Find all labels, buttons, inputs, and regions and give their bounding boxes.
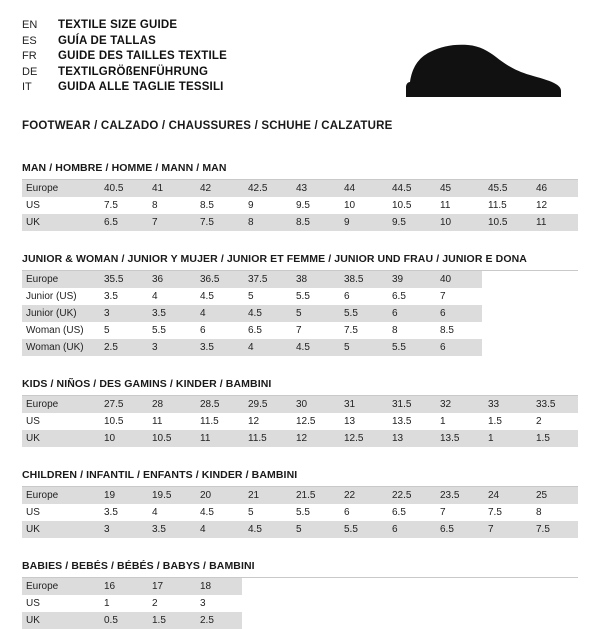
size-cell: 12.5	[338, 430, 386, 447]
size-cell: 43	[290, 180, 338, 197]
size-cell: 2.5	[98, 339, 146, 356]
size-cell: 4.5	[290, 339, 338, 356]
size-cell: 11.5	[194, 413, 242, 430]
size-cell: 42.5	[242, 180, 290, 197]
size-cell: 19.5	[146, 487, 194, 504]
size-cell: 12	[530, 197, 578, 214]
size-cell: 3.5	[146, 305, 194, 322]
language-title: GUIDE DES TAILLES TEXTILE	[58, 50, 227, 63]
size-cell: 5.5	[290, 288, 338, 305]
table-row	[22, 322, 578, 339]
language-row	[22, 65, 227, 81]
language-title: GUÍA DE TALLAS	[58, 34, 156, 47]
table-row	[22, 339, 578, 356]
size-cell: 40	[434, 271, 482, 288]
size-table	[22, 271, 578, 356]
size-cell: 30	[290, 396, 338, 413]
size-cell: 38.5	[338, 271, 386, 288]
table-row	[22, 612, 578, 629]
table-row	[22, 487, 578, 504]
size-cell: 10	[98, 430, 146, 447]
language-title: GUIDA ALLE TAGLIE TESSILI	[58, 81, 224, 94]
section-title: MAN / HOMBRE / HOMME / MANN / MAN	[22, 162, 578, 180]
language-row	[22, 18, 227, 34]
language-code: EN	[22, 19, 38, 31]
size-cell: 21	[242, 487, 290, 504]
size-cell: 1.5	[530, 430, 578, 447]
size-cell: 5	[290, 521, 338, 538]
empty-cell	[530, 595, 578, 612]
empty-cell	[386, 578, 434, 595]
size-table	[22, 180, 578, 231]
table-row	[22, 504, 578, 521]
size-cell: 5	[338, 339, 386, 356]
size-cell: 38	[290, 271, 338, 288]
empty-cell	[530, 339, 578, 356]
size-cell: 7	[146, 214, 194, 231]
row-label: US	[22, 595, 98, 612]
size-cell: 8	[242, 214, 290, 231]
size-cell: 8	[530, 504, 578, 521]
row-label: UK	[22, 521, 98, 538]
size-cell: 3	[194, 595, 242, 612]
size-cell: 9	[242, 197, 290, 214]
size-cell: 27.5	[98, 396, 146, 413]
size-cell: 31	[338, 396, 386, 413]
category-title: FOOTWEAR / CALZADO / CHAUSSURES / SCHUHE / CALZATURE	[22, 120, 393, 132]
size-cell: 2.5	[194, 612, 242, 629]
size-cell: 41	[146, 180, 194, 197]
size-cell: 13	[386, 430, 434, 447]
size-cell: 45	[434, 180, 482, 197]
empty-cell	[338, 595, 386, 612]
size-cell: 5.5	[290, 504, 338, 521]
empty-cell	[338, 578, 386, 595]
row-label: Europe	[22, 271, 98, 288]
size-cell: 5	[242, 288, 290, 305]
size-cell: 42	[194, 180, 242, 197]
size-cell: 11	[146, 413, 194, 430]
size-cell: 4	[146, 288, 194, 305]
empty-cell	[242, 612, 290, 629]
size-cell: 17	[146, 578, 194, 595]
size-cell: 7.5	[98, 197, 146, 214]
row-label: Junior (UK)	[22, 305, 98, 322]
size-cell: 7.5	[530, 521, 578, 538]
language-title: TEXTILE SIZE GUIDE	[58, 19, 178, 31]
size-cell: 12	[242, 413, 290, 430]
table-row	[22, 521, 578, 538]
size-cell: 4.5	[194, 504, 242, 521]
size-cell: 22	[338, 487, 386, 504]
size-cell: 7	[434, 504, 482, 521]
row-label: US	[22, 413, 98, 430]
empty-cell	[482, 578, 530, 595]
size-sections	[22, 162, 578, 629]
size-cell: 1.5	[482, 413, 530, 430]
row-label: Europe	[22, 487, 98, 504]
size-cell: 19	[98, 487, 146, 504]
size-cell: 3.5	[194, 339, 242, 356]
size-cell: 6.5	[386, 288, 434, 305]
empty-cell	[290, 612, 338, 629]
size-cell: 10	[338, 197, 386, 214]
language-code: DE	[22, 65, 38, 78]
size-cell: 28.5	[194, 396, 242, 413]
row-label: Woman (UK)	[22, 339, 98, 356]
size-cell: 18	[194, 578, 242, 595]
row-label: US	[22, 197, 98, 214]
empty-cell	[482, 305, 530, 322]
size-cell: 10.5	[482, 214, 530, 231]
size-cell: 5.5	[338, 521, 386, 538]
size-cell: 7	[290, 322, 338, 339]
empty-cell	[386, 612, 434, 629]
empty-cell	[482, 339, 530, 356]
size-cell: 22.5	[386, 487, 434, 504]
size-table	[22, 487, 578, 538]
size-cell: 46	[530, 180, 578, 197]
size-cell: 6.5	[386, 504, 434, 521]
size-cell: 4.5	[242, 521, 290, 538]
size-cell: 13	[338, 413, 386, 430]
size-cell: 2	[530, 413, 578, 430]
empty-cell	[242, 595, 290, 612]
size-cell: 3	[98, 305, 146, 322]
empty-cell	[242, 578, 290, 595]
size-cell: 3.5	[146, 521, 194, 538]
size-cell: 10	[434, 214, 482, 231]
row-label: Junior (US)	[22, 288, 98, 305]
size-cell: 4.5	[242, 305, 290, 322]
table-row	[22, 305, 578, 322]
empty-cell	[530, 305, 578, 322]
size-table	[22, 396, 578, 447]
size-cell: 33.5	[530, 396, 578, 413]
size-cell: 6	[434, 305, 482, 322]
document-header	[22, 18, 578, 104]
size-cell: 6	[338, 504, 386, 521]
row-label: Woman (US)	[22, 322, 98, 339]
size-cell: 1	[98, 595, 146, 612]
size-cell: 4	[194, 305, 242, 322]
table-row	[22, 214, 578, 231]
language-title-list	[22, 18, 227, 96]
size-cell: 7.5	[338, 322, 386, 339]
row-label: Europe	[22, 578, 98, 595]
row-label: UK	[22, 612, 98, 629]
table-row	[22, 413, 578, 430]
size-cell: 39	[386, 271, 434, 288]
size-cell: 3	[146, 339, 194, 356]
empty-cell	[530, 578, 578, 595]
size-cell: 5.5	[146, 322, 194, 339]
table-row	[22, 595, 578, 612]
empty-cell	[434, 612, 482, 629]
size-cell: 5.5	[386, 339, 434, 356]
size-cell: 1	[482, 430, 530, 447]
empty-cell	[482, 612, 530, 629]
row-label: US	[22, 504, 98, 521]
size-cell: 8	[146, 197, 194, 214]
size-cell: 9	[338, 214, 386, 231]
size-cell: 1.5	[146, 612, 194, 629]
size-cell: 13.5	[434, 430, 482, 447]
language-code: IT	[22, 81, 32, 94]
size-cell: 11.5	[242, 430, 290, 447]
size-cell: 4	[242, 339, 290, 356]
size-cell: 6	[338, 288, 386, 305]
size-cell: 11	[434, 197, 482, 214]
size-cell: 3.5	[98, 504, 146, 521]
language-code: FR	[22, 50, 37, 63]
empty-cell	[482, 595, 530, 612]
language-row	[22, 80, 227, 96]
language-code: ES	[22, 34, 37, 47]
section-title: BABIES / BEBÉS / BÉBÉS / BABYS / BAMBINI	[22, 560, 578, 578]
dress-shoe-icon	[382, 24, 572, 104]
size-cell: 7	[434, 288, 482, 305]
size-section	[22, 253, 578, 356]
empty-cell	[290, 595, 338, 612]
table-row	[22, 288, 578, 305]
row-label: Europe	[22, 180, 98, 197]
empty-cell	[434, 578, 482, 595]
size-cell: 5	[242, 504, 290, 521]
size-cell: 6	[194, 322, 242, 339]
size-cell: 44	[338, 180, 386, 197]
size-cell: 40.5	[98, 180, 146, 197]
empty-cell	[530, 322, 578, 339]
size-cell: 13.5	[386, 413, 434, 430]
table-row	[22, 430, 578, 447]
size-cell: 45.5	[482, 180, 530, 197]
empty-cell	[434, 595, 482, 612]
size-cell: 6.5	[98, 214, 146, 231]
row-label: Europe	[22, 396, 98, 413]
size-cell: 21.5	[290, 487, 338, 504]
size-section	[22, 378, 578, 447]
size-cell: 2	[146, 595, 194, 612]
empty-cell	[482, 322, 530, 339]
size-cell: 11.5	[482, 197, 530, 214]
table-row	[22, 197, 578, 214]
size-cell: 6.5	[434, 521, 482, 538]
size-cell: 29.5	[242, 396, 290, 413]
size-cell: 3	[98, 521, 146, 538]
size-cell: 10.5	[146, 430, 194, 447]
size-cell: 11	[530, 214, 578, 231]
size-cell: 28	[146, 396, 194, 413]
size-section	[22, 162, 578, 231]
size-cell: 24	[482, 487, 530, 504]
size-cell: 6	[386, 305, 434, 322]
section-title: KIDS / NIÑOS / DES GAMINS / KINDER / BAMBINI	[22, 378, 578, 396]
empty-cell	[530, 271, 578, 288]
size-cell: 10.5	[386, 197, 434, 214]
size-cell: 10.5	[98, 413, 146, 430]
size-cell: 7.5	[482, 504, 530, 521]
size-cell: 6	[434, 339, 482, 356]
size-cell: 3.5	[98, 288, 146, 305]
size-cell: 6	[386, 521, 434, 538]
empty-cell	[338, 612, 386, 629]
size-cell: 36.5	[194, 271, 242, 288]
size-cell: 37.5	[242, 271, 290, 288]
language-row	[22, 49, 227, 65]
size-section	[22, 469, 578, 538]
empty-cell	[530, 612, 578, 629]
language-row	[22, 34, 227, 50]
size-cell: 12.5	[290, 413, 338, 430]
table-row	[22, 180, 578, 197]
size-cell: 7	[482, 521, 530, 538]
size-cell: 12	[290, 430, 338, 447]
size-cell: 5	[98, 322, 146, 339]
size-table	[22, 578, 578, 629]
size-cell: 8.5	[290, 214, 338, 231]
size-cell: 4	[146, 504, 194, 521]
language-title: TEXTILGRÖßENFÜHRUNG	[58, 65, 209, 78]
size-cell: 11	[194, 430, 242, 447]
size-cell: 1	[434, 413, 482, 430]
size-cell: 6.5	[242, 322, 290, 339]
empty-cell	[290, 578, 338, 595]
size-cell: 16	[98, 578, 146, 595]
section-title: JUNIOR & WOMAN / JUNIOR Y MUJER / JUNIOR ET FEMME / JUNIOR UND FRAU / JUNIOR E DONA	[22, 253, 578, 271]
size-cell: 5	[290, 305, 338, 322]
size-section	[22, 560, 578, 629]
size-cell: 36	[146, 271, 194, 288]
size-cell: 31.5	[386, 396, 434, 413]
empty-cell	[482, 288, 530, 305]
size-cell: 20	[194, 487, 242, 504]
size-cell: 8.5	[194, 197, 242, 214]
size-cell: 4.5	[194, 288, 242, 305]
size-cell: 23.5	[434, 487, 482, 504]
size-cell: 35.5	[98, 271, 146, 288]
size-cell: 8.5	[434, 322, 482, 339]
size-cell: 5.5	[338, 305, 386, 322]
empty-cell	[482, 271, 530, 288]
table-row	[22, 396, 578, 413]
size-cell: 9.5	[290, 197, 338, 214]
size-cell: 8	[386, 322, 434, 339]
table-row	[22, 578, 578, 595]
table-row	[22, 271, 578, 288]
empty-cell	[386, 595, 434, 612]
size-cell: 0.5	[98, 612, 146, 629]
size-cell: 25	[530, 487, 578, 504]
empty-cell	[530, 288, 578, 305]
size-cell: 32	[434, 396, 482, 413]
size-cell: 4	[194, 521, 242, 538]
size-cell: 44.5	[386, 180, 434, 197]
size-cell: 33	[482, 396, 530, 413]
size-cell: 9.5	[386, 214, 434, 231]
size-cell: 7.5	[194, 214, 242, 231]
row-label: UK	[22, 430, 98, 447]
section-title: CHILDREN / INFANTIL / ENFANTS / KINDER / BAMBINI	[22, 469, 578, 487]
row-label: UK	[22, 214, 98, 231]
